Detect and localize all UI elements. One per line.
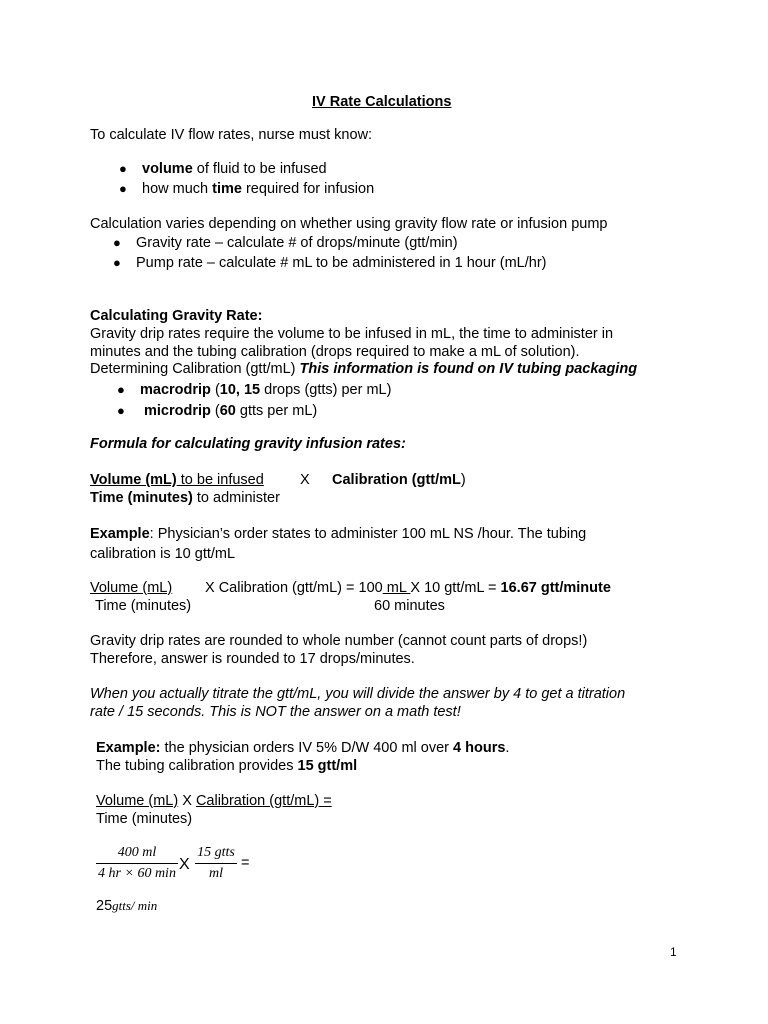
example1-calc: X Calibration (gtt/mL) = 100 mL X 10 gtt/mL = 16.67 gtt/minute bbox=[205, 580, 611, 596]
bullet-icon: ● bbox=[113, 235, 121, 250]
example1-line: Example: Physician’s order states to administer 100 mL NS /hour. The tubing bbox=[90, 526, 587, 542]
formula-numerator: Volume (mL) to be infused bbox=[90, 472, 264, 488]
example2-formula: Volume (mL) X Calibration (gtt/mL) = bbox=[96, 793, 332, 809]
gravity-heading: Calculating Gravity Rate: bbox=[90, 308, 263, 324]
list-item-time: how much time required for infusion bbox=[142, 181, 375, 197]
bullet-icon: ● bbox=[117, 382, 125, 397]
intro-text: To calculate IV flow rates, nurse must know: bbox=[90, 127, 373, 143]
list-item-macrodrip: macrodrip (10, 15 drops (gtts) per mL) bbox=[140, 382, 392, 398]
gravity-paragraph-line: Gravity drip rates require the volume to be infused in mL, the time to administer in bbox=[90, 326, 614, 342]
example1-numerator: Volume (mL) bbox=[90, 580, 173, 596]
bullet-icon: ● bbox=[119, 181, 127, 196]
fraction-volume-over-time: 400 ml 4 hr × 60 min bbox=[96, 844, 178, 883]
fraction-calibration: 15 gtts ml bbox=[195, 844, 237, 883]
page-title: IV Rate Calculations bbox=[312, 94, 452, 110]
bullet-icon: ● bbox=[113, 255, 121, 270]
formula-calibration: Calibration (gtt/mL) bbox=[332, 472, 466, 488]
bullet-icon: ● bbox=[117, 403, 125, 418]
list-item-volume: volume of fluid to be infused bbox=[142, 161, 327, 177]
example2-time: Time (minutes) bbox=[96, 811, 193, 827]
rounding-line: Gravity drip rates are rounded to whole number (cannot count parts of drops!) bbox=[90, 633, 588, 649]
list-item-microdrip: microdrip (60 gtts per mL) bbox=[144, 403, 318, 419]
formula-multiply: X bbox=[300, 472, 310, 488]
bullet-icon: ● bbox=[119, 161, 127, 176]
result-value: 25gtts/ min bbox=[96, 898, 158, 914]
example2-calibration: The tubing calibration provides 15 gtt/ml bbox=[96, 758, 358, 774]
page-number: 1 bbox=[670, 945, 677, 959]
example1-minutes: 60 minutes bbox=[374, 598, 445, 614]
rounding-line: Therefore, answer is rounded to 17 drops/minutes. bbox=[90, 651, 415, 667]
formula-denominator: Time (minutes) to administer bbox=[90, 490, 280, 506]
example2-line: Example: the physician orders IV 5% D/W 400 ml over 4 hours. bbox=[96, 740, 510, 756]
example1-line: calibration is 10 gtt/mL bbox=[90, 546, 236, 562]
example1-denominator: Time (minutes) bbox=[95, 598, 192, 614]
list-item-gravity-rate: Gravity rate – calculate # of drops/minute (gtt/min) bbox=[136, 235, 458, 251]
titrate-note-line: When you actually titrate the gtt/mL, you will divide the answer by 4 to get a titration bbox=[90, 686, 626, 702]
gravity-paragraph-line: minutes and the tubing calibration (drops required to make a mL of solution). bbox=[90, 344, 580, 360]
varies-text: Calculation varies depending on whether using gravity flow rate or infusion pump bbox=[90, 216, 608, 232]
formula-heading: Formula for calculating gravity infusion rates: bbox=[90, 436, 406, 452]
calibration-line: Determining Calibration (gtt/mL) This information is found on IV tubing packaging bbox=[90, 361, 638, 377]
list-item-pump-rate: Pump rate – calculate # mL to be administered in 1 hour (mL/hr) bbox=[136, 255, 547, 271]
fraction-equals: = bbox=[241, 855, 250, 871]
fraction-multiply: X bbox=[179, 856, 190, 873]
titrate-note-line: rate / 15 seconds. This is NOT the answer on a math test! bbox=[90, 704, 461, 720]
